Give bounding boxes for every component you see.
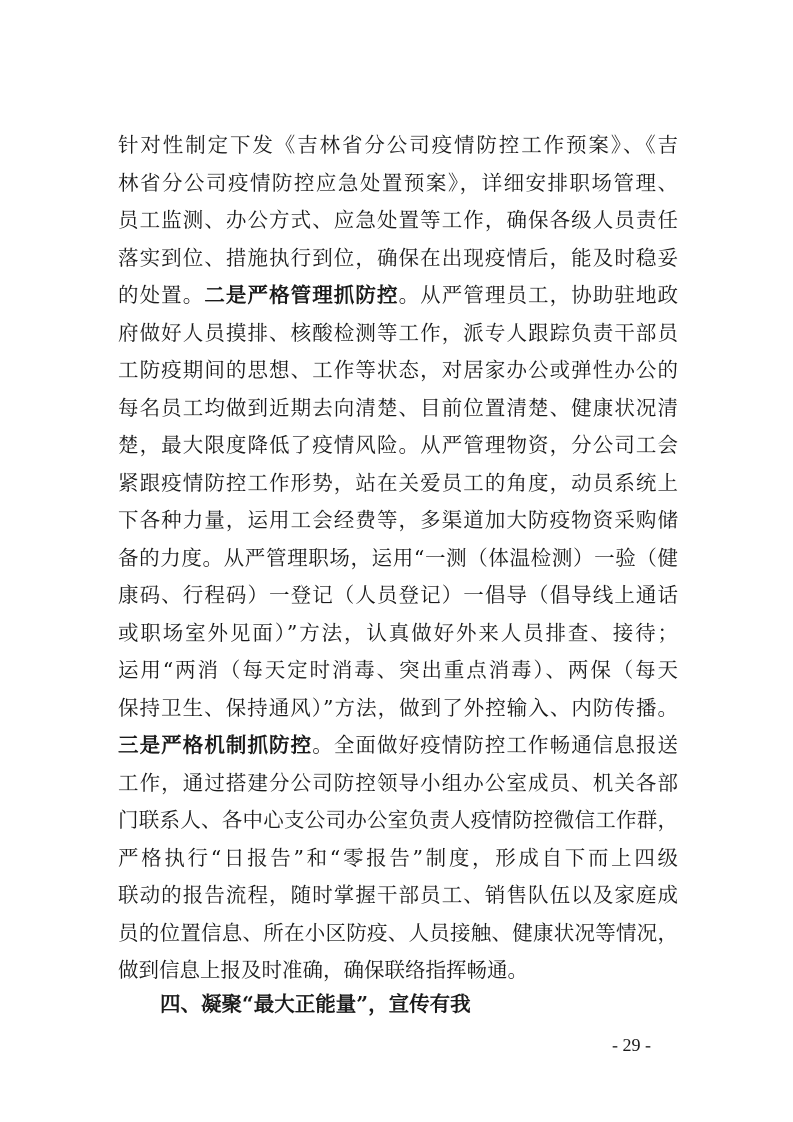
text-line: 运用“两消（每天定时消毒、突出重点消毒）、两保（每天 — [118, 658, 678, 682]
page-number: - 29 - — [612, 1035, 651, 1055]
text-line — [118, 277, 678, 315]
text-line: 林省分公司疫情防控应急处置预案》，详细安排职场管理、 — [118, 170, 678, 195]
body-paragraph — [118, 127, 678, 990]
text-line: 落实到位、措施执行到位，确保在出现疫情后，能及时稳妥 — [118, 245, 678, 270]
text-line: 严格执行“日报告”和“零报告”制度，形成自下而上四级 — [118, 845, 678, 870]
text-run: 。全面做好疫情防控工作畅通信息报送 — [312, 733, 678, 757]
text-line: 员的位置信息、所在小区防疫、人员接触、健康状况等情况， — [118, 920, 678, 945]
text-line: 保持卫生、保持通风）”方法，做到了外控输入、内防传播。 — [118, 695, 678, 720]
text-line: 楚，最大限度降低了疫情风险。从严管理物资，分公司工会 — [118, 433, 678, 457]
bold-subheading: 二是严格管理抓防控 — [204, 283, 399, 307]
text-line: 备的力度。从严管理职场，运用“一测（体温检测）一验（健 — [118, 545, 678, 570]
text-line: 门联系人、各中心支公司办公室负责人疫情防控微信工作群， — [118, 808, 678, 832]
text-line: 针对性制定下发《吉林省分公司疫情防控工作预案》、《吉 — [118, 133, 678, 157]
text-run: 。从严管理员工，协助驻地政 — [398, 283, 678, 307]
text-line: 工防疫期间的思想、工作等状态，对居家办公或弹性办公的 — [118, 358, 678, 382]
text-line: 做到信息上报及时准确，确保联络指挥畅通。 — [118, 958, 528, 982]
text-line: 康码、行程码）一登记（人员登记）一倡导（倡导线上通话 — [118, 583, 678, 607]
text-line — [118, 727, 678, 765]
bold-subheading: 三是严格机制抓防控 — [118, 733, 313, 757]
section-heading: 四、凝聚“最大正能量”，宣传有我 — [160, 992, 471, 1016]
text-line: 或职场室外见面）”方法，认真做好外来人员排查、接待； — [118, 620, 678, 645]
text-line: 府做好人员摸排、核酸检测等工作，派专人跟踪负责干部员 — [118, 320, 678, 345]
text-line: 紧跟疫情防控工作形势，站在关爱员工的角度，动员系统上 — [118, 470, 678, 495]
text-line: 联动的报告流程，随时掌握干部员工、销售队伍以及家庭成 — [118, 883, 678, 907]
text-line: 下各种力量，运用工会经费等，多渠道加大防疫物资采购储 — [118, 508, 678, 532]
text-run: 的处置。 — [118, 283, 205, 307]
text-line: 工作，通过搭建分公司防控领导小组办公室成员、机关各部 — [118, 770, 678, 795]
text-line: 每名员工均做到近期去向清楚、目前位置清楚、健康状况清 — [118, 395, 678, 420]
text-line: 员工监测、办公方式、应急处置等工作，确保各级人员责任 — [118, 208, 678, 232]
